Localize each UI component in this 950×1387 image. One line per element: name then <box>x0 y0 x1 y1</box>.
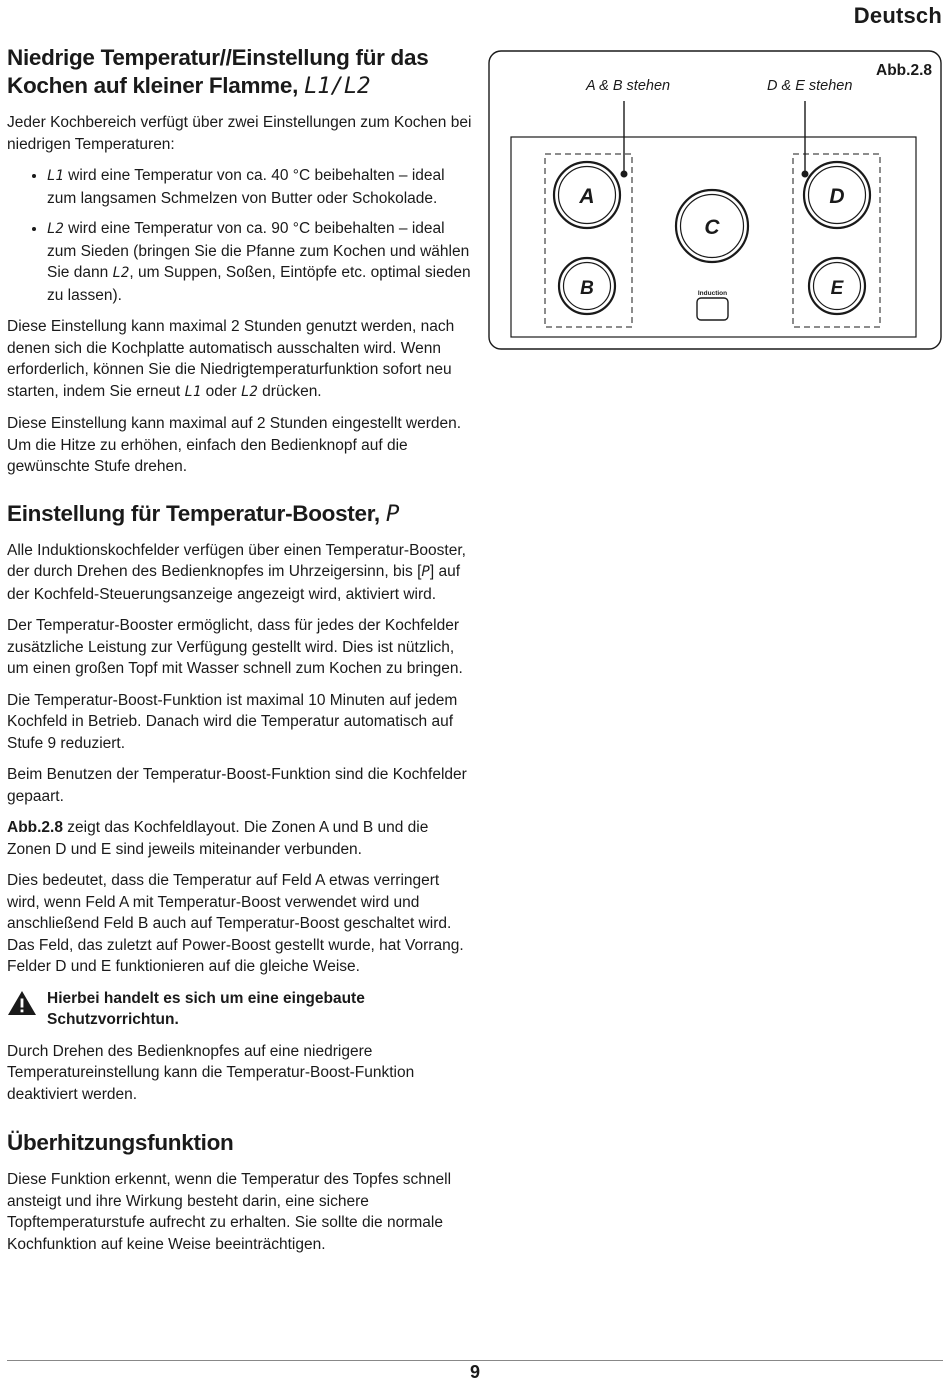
setting-code: L1 <box>184 383 202 400</box>
heading-code: L1/L2 <box>304 73 371 99</box>
callout-right: D & E stehen <box>767 78 853 94</box>
paragraph <box>7 316 472 403</box>
setting-code: L2 <box>47 221 64 237</box>
induction-label: Induction <box>697 290 728 297</box>
zone-label-d: D <box>829 185 845 208</box>
text-column <box>7 44 472 1265</box>
heading-text: Einstellung für Temperatur-Booster, <box>7 500 386 526</box>
paragraph: Diese Einstellung kann maximal auf 2 Stunden eingestellt werden. Um die Hitze zu erhöhen, einfach den Bedienknopf auf die gewünschte Stufe drehen. <box>7 415 462 475</box>
paragraph: Dies bedeutet, dass die Temperatur auf Feld A etwas verringert wird, wenn Feld A mit Temperatur-Boost verwendet wird und anschließend Feld B auch auf Temperatur-Boost geschaltet wird. Das Feld, das zuletzt auf Power-Boost gestellt wurde, hat Vorrang. Felder D und E funktionieren auf die gleiche Weise. <box>7 872 464 975</box>
setting-code: P <box>421 564 430 580</box>
paragraph: Beim Benutzen der Temperatur-Boost-Funktion sind die Kochfelder gepaart. <box>7 766 467 805</box>
callout-left: A & B stehen <box>586 78 671 94</box>
paragraph: Jeder Kochbereich verfügt über zwei Einstellungen zum Kochen bei niedrigen Temperaturen: <box>7 114 472 153</box>
paragraph-text: Alle Induktionskochfelder verfügen über einen Temperatur-Booster, der durch Drehen des Bedienknopfes im Uhrzeigersinn, bis [ <box>7 541 466 580</box>
warning-note <box>7 988 472 1031</box>
zone-label-e: E <box>830 278 844 299</box>
page-number: 9 <box>469 1362 480 1382</box>
list-item-text: wird eine Temperatur von ca. 90 °C beibehalten – ideal zum Sieden (bringen Sie die Pfanne zum Kochen und wählen Sie dann <box>47 220 470 281</box>
heading-temperature-booster <box>7 500 472 528</box>
list-item-text: , um Suppen, Soßen, Eintöpfe etc. optimal sieden zu lassen). <box>47 264 471 304</box>
setting-code: L1 <box>47 168 64 184</box>
figure-number: Abb.2.8 <box>876 62 932 79</box>
heading-text: Niedrige Temperatur//Einstellung für das Kochen auf kleiner Flamme, <box>7 45 429 98</box>
paragraph-text: drücken. <box>257 382 322 400</box>
heading-overheat: Überhitzungsfunktion <box>7 1130 234 1155</box>
language-label: Deutsch <box>853 3 942 28</box>
bullet-list <box>7 165 472 306</box>
warning-text: Hierbei handelt es sich um eine eingebaute Schutzvorrichtun. <box>47 989 365 1028</box>
setting-code: L2 <box>112 265 130 281</box>
setting-code: L2 <box>241 383 258 400</box>
warning-icon <box>7 990 37 1016</box>
paragraph <box>7 817 472 860</box>
heading-low-temperature <box>7 44 472 100</box>
zone-label-a: A <box>579 185 595 208</box>
paragraph-text: zeigt das Kochfeldlayout. Die Zonen A und B und die Zonen D und E sind jeweils miteinander verbunden. <box>7 819 429 858</box>
footer-divider <box>7 1360 943 1361</box>
hob-diagram <box>488 50 942 350</box>
list-item-text: wird eine Temperatur von ca. 40 °C beibehalten – ideal zum langsamen Schmelzen von Butter oder Schokolade. <box>47 167 445 207</box>
list-item <box>47 165 472 209</box>
zone-label-c: C <box>704 216 720 239</box>
paragraph: Die Temperatur-Boost-Funktion ist maximal 10 Minuten auf jedem Kochfeld in Betrieb. Danach wird die Temperatur automatisch auf Stufe 9 reduziert. <box>7 691 458 752</box>
paragraph: Der Temperatur-Booster ermöglicht, dass für jedes der Kochfelder zusätzliche Leistung zur Verfügung gestellt wird. Dies ist nützlich, um einen großen Topf mit Wasser schnell zum Kochen zu bringen. <box>7 617 463 677</box>
paragraph: Durch Drehen des Bedienknopfes auf eine niedrigere Temperatureinstellung kann die Temperatur-Boost-Funktion deaktiviert werden. <box>7 1042 415 1103</box>
list-item <box>47 218 472 306</box>
paragraph-text: ] auf der Kochfeld-Steuerungsanzeige angezeigt wird, aktiviert wird. <box>7 563 461 603</box>
paragraph-text: oder <box>201 382 241 400</box>
paragraph: Diese Funktion erkennt, wenn die Temperatur des Topfes schnell ansteigt und ihre Wirkung besteht darin, eine sichere Topftemperaturstufe aufrecht zu erhalten. Sie sollte die normale Kochfunktion auf keine Weise beeinträchtigen. <box>7 1171 452 1253</box>
paragraph-text: Diese Einstellung kann maximal 2 Stunden genutzt werden, nach denen sich die Kochplatte automatisch ausschalten wird. Wenn erforderlich, können Sie die Niedrigtemperaturfunktion sofort neu starten, indem Sie erneut <box>7 318 455 400</box>
heading-code: P <box>385 500 400 527</box>
paragraph <box>7 540 472 606</box>
figure-reference: Abb.2.8 <box>7 819 63 836</box>
zone-label-b: B <box>580 278 594 299</box>
hob-layout-figure <box>488 50 942 350</box>
